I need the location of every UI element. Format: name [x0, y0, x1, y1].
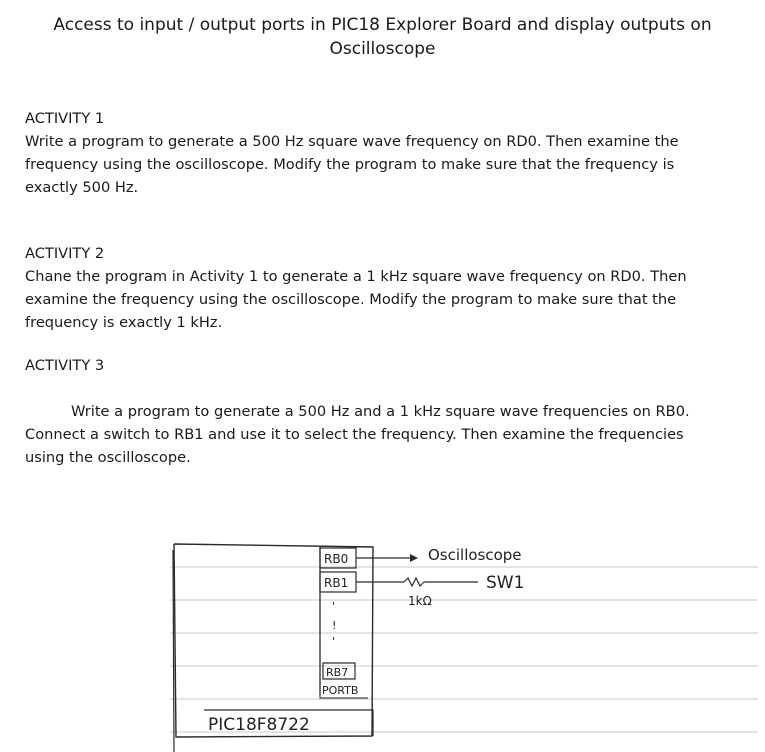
activity-3-text: Write a program to generate a 500 Hz and a 1 kHz square wave frequencies on RB0. Connect a switch to RB1 and use it to select the frequency. Then examine the frequencies using the oscilloscope. [25, 403, 690, 466]
chip-outline [174, 544, 373, 737]
chip-name-label: PIC18F8722 [208, 715, 310, 735]
activity-3-heading: ACTIVITY 3 [25, 357, 105, 374]
activity-3-body-block [25, 400, 715, 469]
document-title [0, 13, 765, 61]
ellipsis-mark-2: ! [332, 619, 337, 632]
ellipsis-mark-3: ' [332, 635, 336, 648]
resistor-icon [404, 578, 424, 586]
rb7-pin-label: RB7 [326, 666, 349, 679]
activity-1-text: Write a program to generate a 500 Hz square wave frequency on RD0. Then examine the frequency using the oscilloscope. Modify the program to make sure that the frequency is exactly 500 Hz. [25, 133, 679, 196]
activity-2-text: Chane the program in Activity 1 to generate a 1 kHz square wave frequency on RD0. Then examine the frequency using the oscilloscope. Modify the program to make sure that the frequency is exactly 1 kHz. [25, 268, 687, 331]
activity-2-section [25, 242, 715, 334]
ruled-lines [170, 567, 758, 732]
rb0-arrow-icon [410, 554, 418, 562]
switch-label: SW1 [486, 573, 525, 593]
portb-label: PORTB [322, 684, 359, 697]
title-line-2: Oscilloscope [329, 39, 436, 59]
title-line-1: Access to input / output ports in PIC18 Explorer Board and display outputs on [53, 15, 712, 35]
rb0-pin-label: RB0 [324, 552, 349, 566]
circuit-sketch [168, 530, 765, 752]
activity-1-section [25, 107, 715, 199]
resistor-label: 1kΩ [408, 594, 432, 608]
activity-1-heading: ACTIVITY 1 [25, 110, 105, 127]
ellipsis-mark-1: ' [332, 600, 336, 613]
rb1-pin-label: RB1 [324, 576, 349, 590]
oscilloscope-label: Oscilloscope [428, 546, 522, 564]
activity-3-heading-block [25, 354, 715, 377]
activity-2-heading: ACTIVITY 2 [25, 245, 105, 262]
